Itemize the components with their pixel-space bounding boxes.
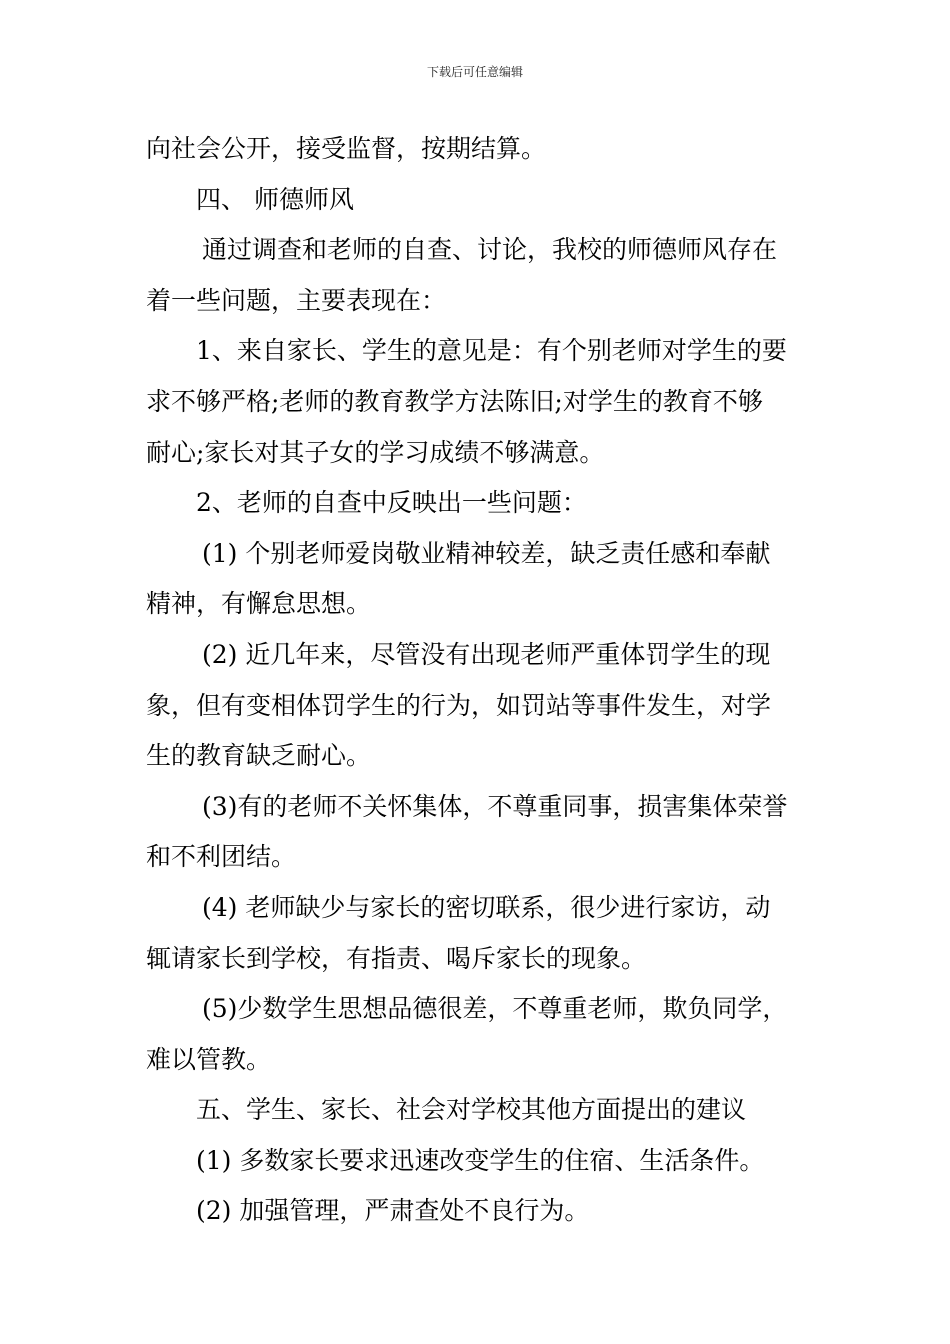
sub-item-line: (4) 老师缺少与家长的密切联系，很少进行家访，动	[202, 892, 771, 922]
list-item-line: 2、老师的自查中反映出一些问题：	[196, 488, 587, 518]
sub-item-line: 象，但有变相体罚学生的行为，如罚站等事件发生，对学	[146, 690, 772, 720]
sub-item-line: 生的教育缺乏耐心。	[146, 741, 372, 771]
sub-item-line: (1) 个别老师爱岗敬业精神较差，缺乏责任感和奉献	[202, 538, 771, 568]
sub-item-line: 和不利团结。	[146, 842, 297, 872]
sub-item-line: (2) 近几年来，尽管没有出现老师严重体罚学生的现	[202, 639, 771, 669]
page-header: 下载后可任意编辑	[426, 65, 523, 79]
sub-item-line: (5)少数学生思想品德很差，不尊重老师，欺负同学，	[202, 994, 788, 1024]
paragraph-line: 向社会公开，接受监督，按期结算。	[146, 134, 547, 163]
sub-item-line: (3)有的老师不关怀集体，不尊重同事，损害集体荣誉	[202, 791, 788, 821]
paragraph-line: 通过调查和老师的自查、讨论，我校的师德师风存在	[202, 235, 778, 265]
document-body	[146, 124, 806, 1237]
list-item-line: 求不够严格;老师的教育教学方法陈旧;对学生的教育不够	[146, 386, 763, 416]
list-item-line: 1、来自家长、学生的意见是：有个别老师对学生的要	[196, 336, 787, 366]
list-item-line: 耐心;家长对其子女的学习成绩不够满意。	[146, 437, 605, 467]
paragraph-line: 着一些问题，主要表现在：	[146, 285, 447, 315]
sub-item-line: (2) 加强管理，严肃查处不良行为。	[196, 1196, 590, 1226]
sub-item-line: 辄请家长到学校，有指责、喝斥家长的现象。	[146, 943, 647, 973]
sub-item-line: 精神，有懈怠思想。	[146, 589, 372, 619]
sub-item-line: (1) 多数家长要求迅速改变学生的住宿、生活条件。	[196, 1145, 765, 1175]
sub-item-line: 难以管教。	[146, 1044, 272, 1074]
section-heading: 四、 师德师风	[196, 184, 354, 214]
section-heading: 五、学生、家长、社会对学校其他方面提出的建议	[196, 1095, 747, 1125]
